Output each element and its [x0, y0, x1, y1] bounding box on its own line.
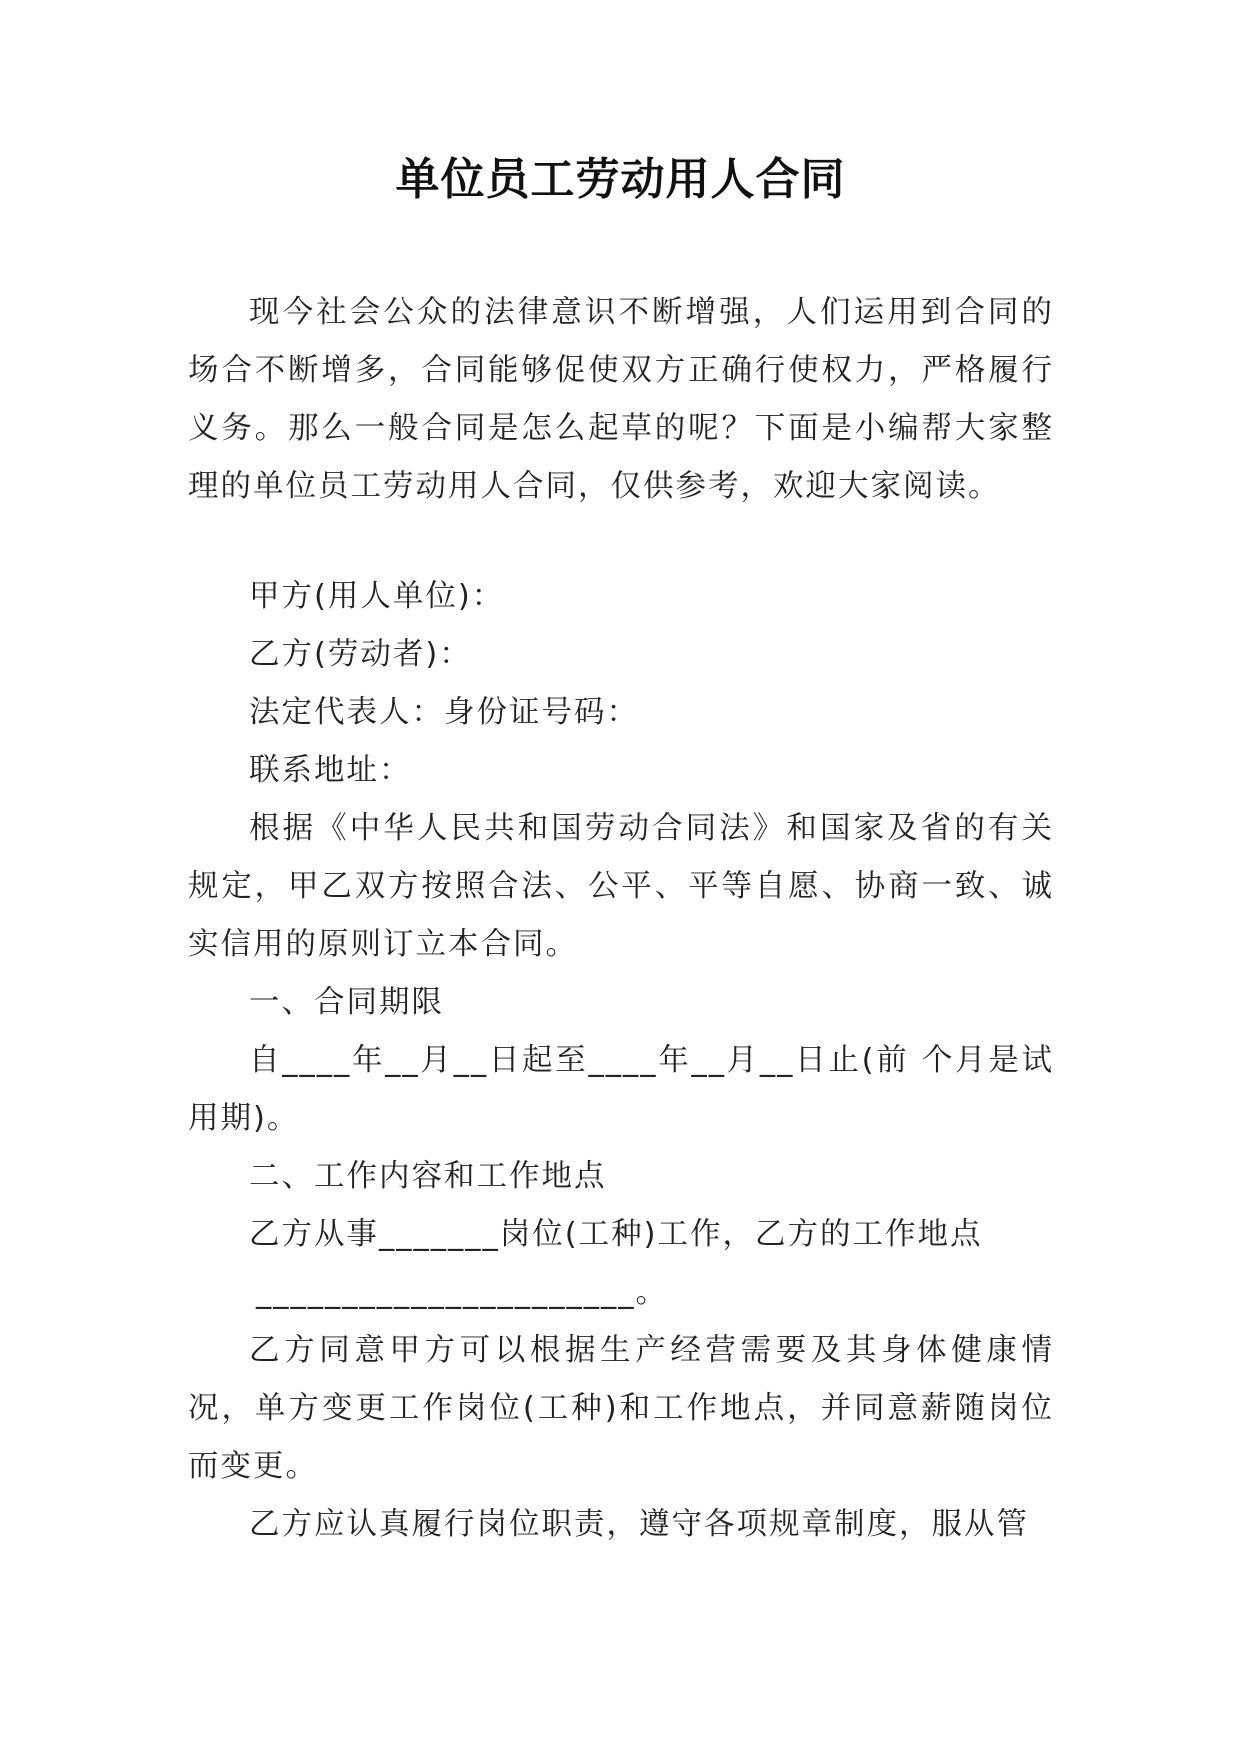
- contract-term-paragraph: 自____年__月__日起至____年__月__日止(前 个月是试用期)。: [188, 1043, 1054, 1136]
- duty-paragraph: 乙方应认真履行岗位职责，遵守各项规章制度，服从管: [249, 1507, 1029, 1542]
- document-title: 单位员工劳动用人合同: [395, 154, 846, 205]
- section-2-heading: 二、工作内容和工作地点: [249, 1159, 607, 1194]
- document-body: [188, 284, 1054, 1554]
- job-change-paragraph: 乙方同意甲方可以根据生产经营需要及其身体健康情况，单方变更工作岗位(工种)和工作地点，并同意薪随岗位而变更。: [188, 1333, 1054, 1484]
- legal-representative-line: 法定代表人：身份证号码：: [249, 695, 639, 730]
- party-a-line: 甲方(用人单位)：: [249, 579, 505, 614]
- work-location-blank: ______________________。: [256, 1275, 668, 1310]
- legal-basis-paragraph: 根据《中华人民共和国劳动合同法》和国家及省的有关规定，甲乙双方按照合法、公平、平等自愿、协商一致、诚实信用的原则订立本合同。: [188, 811, 1054, 962]
- job-post-paragraph: 乙方从事_______岗位(工种)工作，乙方的工作地点: [249, 1217, 983, 1252]
- address-line: 联系地址：: [249, 753, 412, 788]
- party-b-line: 乙方(劳动者)：: [249, 637, 472, 672]
- intro-paragraph: 现今社会公众的法律意识不断增强，人们运用到合同的场合不断增多，合同能够促使双方正确行使权力，严格履行义务。那么一般合同是怎么起草的呢？下面是小编帮大家整理的单位员工劳动用人合同，仅供参考，欢迎大家阅读。: [188, 295, 1054, 504]
- paragraph-gap: [188, 516, 1054, 568]
- section-1-heading: 一、合同期限: [249, 985, 444, 1020]
